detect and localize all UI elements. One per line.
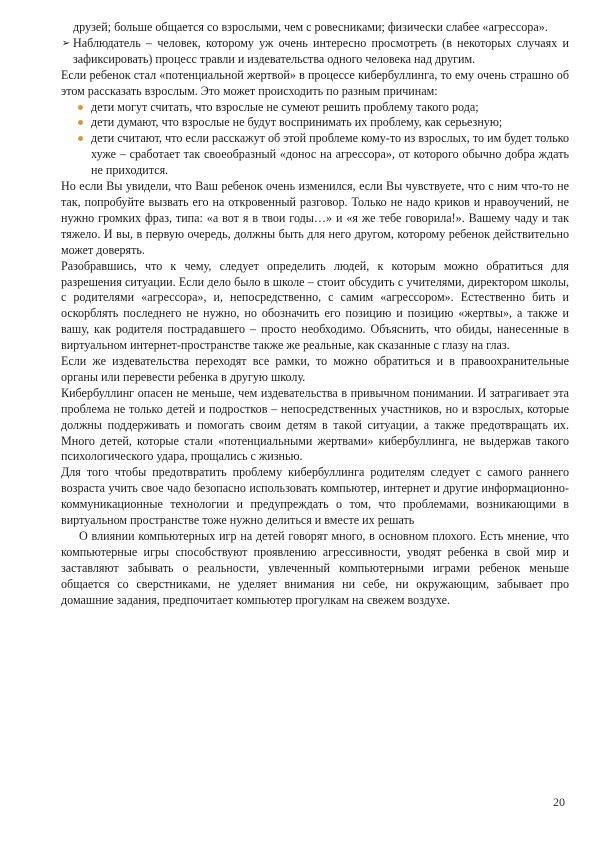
dot-bullet-icon [78, 136, 83, 141]
paragraph-computer-games: О влиянии компьютерных игр на детей говорят много, в основном плохого. Есть мнение, что компьютерные игры способствуют проявлению агрессивности, уводят ребенка в свой мир и заставляют забывать о реальности, увлеченный компьютерными играми ребенок меньше общается со сверстниками, не уделяет внимания ни себе, ни окружающим, забывает про домашние задания, предпочитает компьютер прогулкам на свежем воздухе. [61, 529, 569, 607]
page-number: 20 [553, 795, 565, 809]
dot-bullet-icon [78, 120, 83, 125]
paragraph-parent-talk: Но если Вы увидели, что Ваш ребенок очень изменился, если Вы чувствуете, что с ним что-то не так, попробуйте вызвать его на откровенный разговор. Только не надо криков и нравоучений, не нужно громких фраз, типа: «а вот я в твои годы…» и «я же тебе говорила!». Вашему чаду и так тяжело. И вы, в первую очередь, должны быть для него другом, которому ребенок действительно может доверять. [61, 179, 569, 257]
document-page [61, 20, 569, 609]
paragraph-law-enforcement: Если же издевательства переходят все рамки, то можно обратиться и в правоохранительные органы или перевести ребенка в другую школу. [61, 354, 569, 384]
reason-text: дети могут считать, что взрослые не сумеют решить проблему такого рода; [91, 99, 479, 114]
paragraph-prevention: Для того чтобы предотвратить проблему кибербуллинга родителям следует с самого раннего возраста учить свое чадо безопасно использовать компьютер, интернет и другие информационно-коммуникационные технологии и предупреждать о том, что проблемами, возникающими в виртуальном пространстве тоже нужно делиться и вместе их решать [61, 465, 569, 528]
observer-definition: Наблюдатель – человек, которому уж очень интересно просмотреть (в некоторых случаях и зафиксировать) процесс травли и издевательства одного человека над другим. [73, 35, 569, 66]
paragraph-victim-intro: Если ребенок стал «потенциальной жертвой» в процессе кибербуллинга, то ему очень страшно об этом рассказать взрослым. Это может происходить по разным причинам: [61, 67, 569, 98]
arrow-bullet-icon: ➢ [61, 37, 71, 49]
reason-text: дети считают, что если расскажут об этой проблеме кому-то из взрослых, то им будет только хуже – сработает так своеобразный «донос на агрессора», от которого обычно добра ждать не приходится. [91, 131, 569, 178]
paragraph-cyberbullying-danger: Кибербуллинг опасен не меньше, чем издевательства в привычном понимании. И затрагивает эта проблема не только детей и подростков – непосредственных участников, но и взрослых, которые должны поддерживать и помогать своим детям в такой ситуации, а также предотвращать их. Много детей, которые стали «потенциальными жертвами» кибербуллинга, не выдержав такого психологического удара, прощались с жизнью. [61, 385, 569, 464]
reason-list-item [61, 100, 569, 116]
paragraph-aggressor-continuation: друзей; больше общается со взрослыми, чем с ровесниками; физически слабее «агрессора». [73, 20, 548, 34]
reason-text: дети думают, что взрослые не будут воспринимать их проблему, как серьезную; [91, 115, 503, 130]
paragraph-who-to-contact: Разобравшись, что к чему, следует определить людей, к которым можно обратиться для разрешения ситуации. Если дело было в школе – стоит обсудить с учителями, директором школы, с родителями «агрессора», и, непосредственно, с самим «агрессором». Естественно бить и оскорблять последнего не нужно, но обозначить его позицию и позицию «жертвы», а также и вашу, как родителя пострадавшего – просто необходимо. Объяснить, что обиды, нанесенные в виртуальном интернет-пространстве также же реальные, как сказанные с глазу на глаз. [61, 258, 569, 353]
observer-list-item [61, 36, 569, 68]
reason-list-item [61, 115, 569, 131]
dot-bullet-icon [78, 105, 83, 110]
reason-list-item [61, 131, 569, 179]
